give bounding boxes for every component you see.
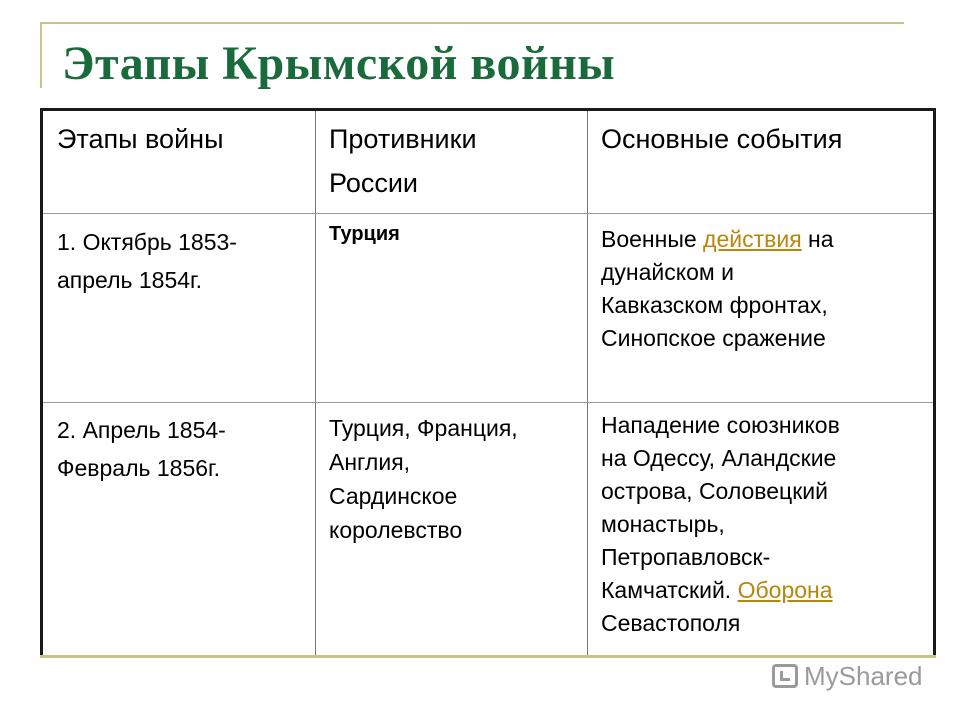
link-oborona[interactable]: Оборона (737, 577, 833, 603)
row-divider (43, 402, 933, 403)
header-events: Основные события (601, 124, 843, 154)
row1-opponents: Турция (329, 223, 400, 245)
row1-events: Военные действия на дунайском и Кавказском фронтах, Синопское сражение (601, 226, 834, 351)
column-divider (315, 111, 316, 658)
row2-stage: 2. Апрель 1854- Февраль 1856г. (57, 417, 226, 481)
column-divider (587, 111, 588, 658)
row1-stage: 1. Октябрь 1853- апрель 1854г. (57, 229, 237, 293)
watermark-text: MyShared (804, 660, 923, 691)
watermark-logo (772, 660, 932, 692)
myshared-logo-icon (772, 664, 798, 688)
row-divider (43, 213, 933, 214)
link-deistviya[interactable]: действия (703, 226, 802, 252)
row2-opponents: Турция, Франция, Англия, Сардинское королевство (329, 415, 518, 543)
page-title: Этапы Крымской войны (62, 37, 616, 90)
decorative-left-line (40, 22, 42, 88)
table-bottom-accent-line (40, 655, 936, 658)
decorative-top-line (40, 22, 904, 24)
header-opponents: Противники России (329, 124, 477, 198)
stages-table (40, 108, 936, 658)
header-stages: Этапы войны (57, 124, 224, 154)
row2-events: Нападение союзников на Одессу, Аландские острова, Соловецкий монастырь, Петропавловск- Камчатский. Оборона Севастополя (601, 412, 840, 636)
